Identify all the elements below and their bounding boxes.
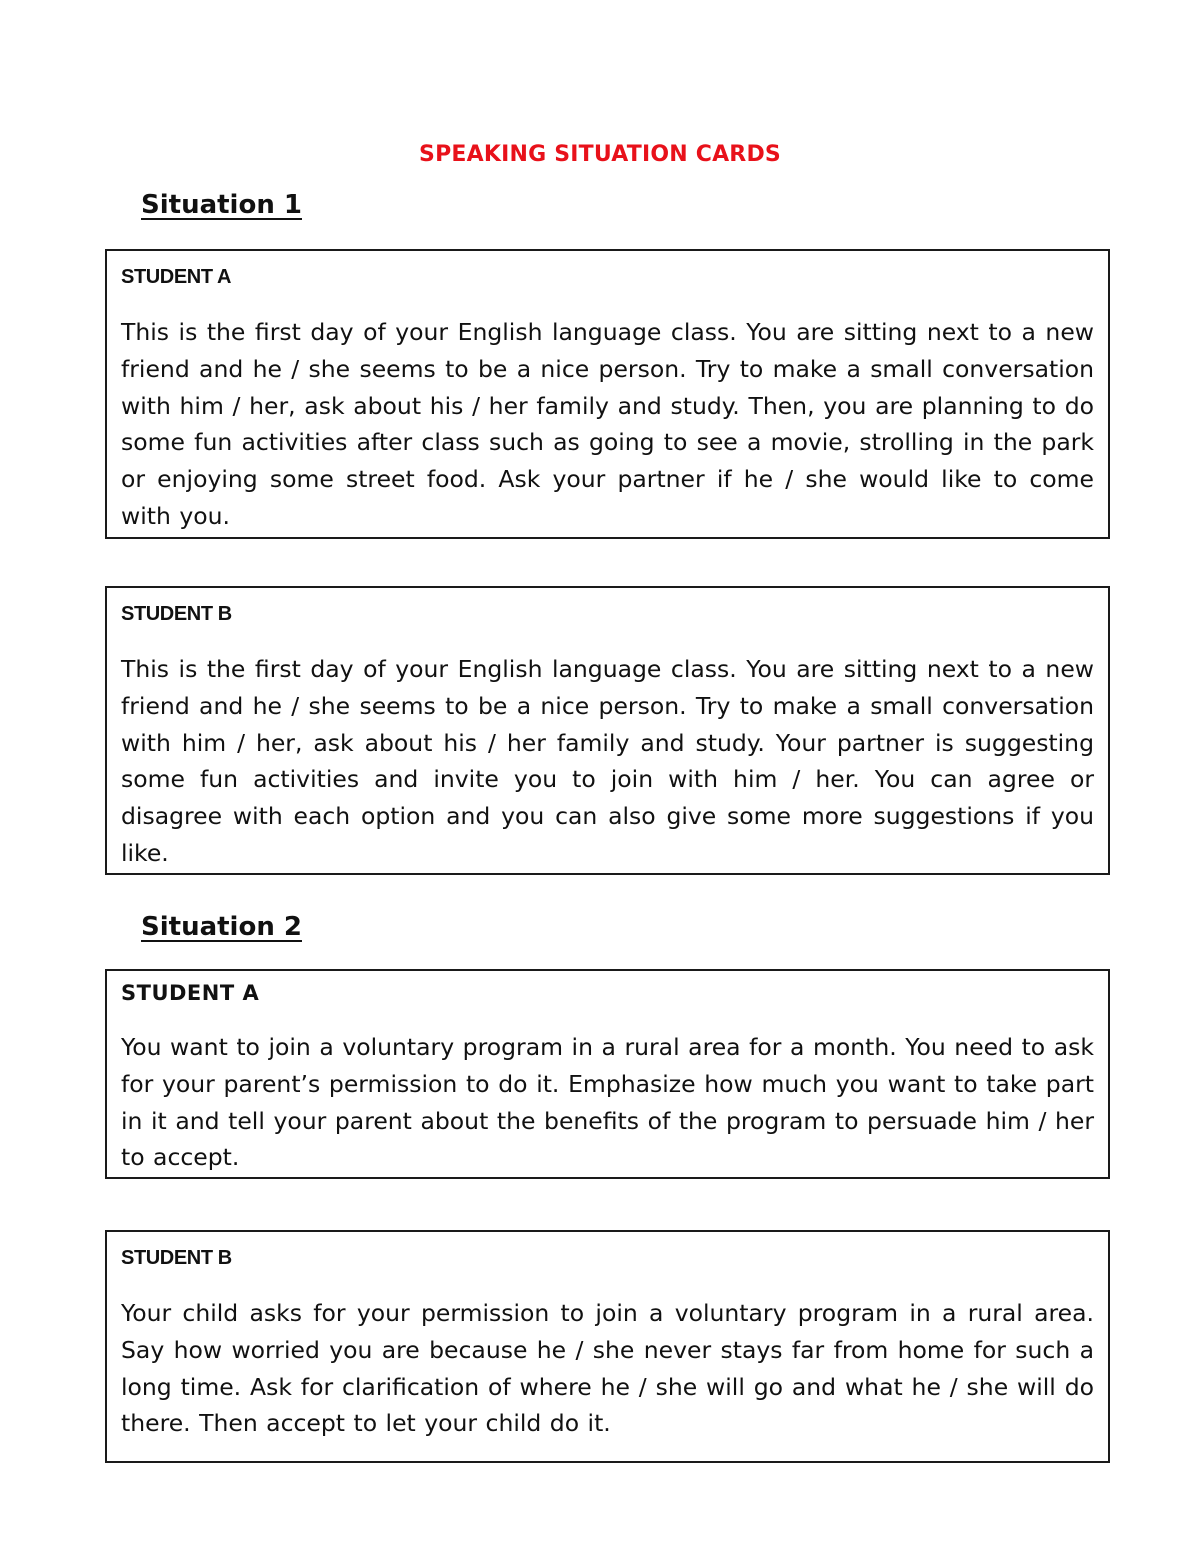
situation-1-student-a-card: [105, 249, 1110, 539]
student-b-label: STUDENT B: [121, 1247, 232, 1269]
student-b-label: STUDENT B: [121, 603, 232, 625]
situation-2-heading: Situation 2: [141, 912, 302, 942]
situation-2-student-a-card: [105, 969, 1110, 1179]
card-text: Your child asks for your permission to join a voluntary program in a rural area. Say how worried you are because he / she never stays far from home for such a long time. Ask for clarification of where he / she will go and what he / she will do there. Then accept to let your child do it.: [121, 1299, 1094, 1438]
situation-1-heading: Situation 1: [141, 190, 302, 220]
card-text: You want to join a voluntary program in a rural area for a month. You need to ask for your parent’s permission to do it. Emphasize how much you want to take part in it and tell your parent about the benefits of the program to persuade him / her to accept.: [121, 1033, 1094, 1172]
student-a-label: STUDENT A: [121, 981, 260, 1005]
document-title: SPEAKING SITUATION CARDS: [419, 142, 781, 167]
card-text: This is the first day of your English language class. You are sitting next to a new friend and he / she seems to be a nice person. Try to make a small conversation with him / her, ask about his / her family and study. Then, you are planning to do some fun activities after class such as going to see a movie, strolling in the park or enjoying some street food. Ask your partner if he / she would like to come with you.: [121, 318, 1094, 530]
card-text: This is the first day of your English language class. You are sitting next to a new friend and he / she seems to be a nice person. Try to make a small conversation with him / her, ask about his / her family and study. Your partner is suggesting some fun activities and invite you to join with him / her. You can agree or disagree with each option and you can also give some more suggestions if you like.: [121, 655, 1094, 867]
situation-1-student-b-card: [105, 586, 1110, 875]
student-a-label: STUDENT A: [121, 266, 232, 288]
situation-2-student-b-card: [105, 1230, 1110, 1463]
